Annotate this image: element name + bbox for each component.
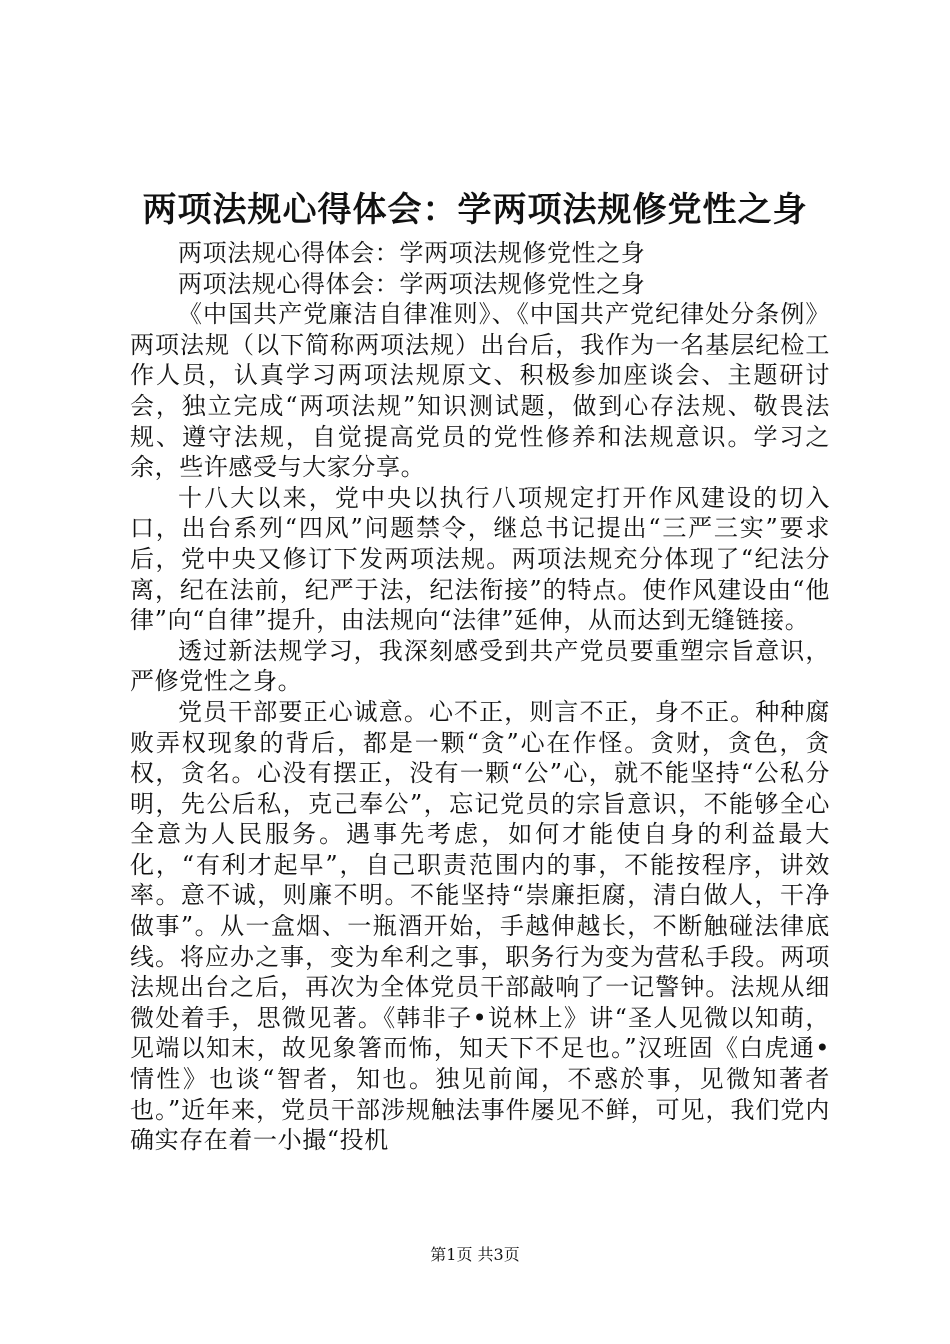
paragraph: 两项法规心得体会：学两项法规修党性之身 xyxy=(178,239,646,267)
paragraph: 两项法规心得体会：学两项法规修党性之身 xyxy=(178,269,646,298)
document-body xyxy=(130,238,830,1156)
paragraph: 十八大以来，党中央以执行八项规定打开作风建设的切入口，出台系列“四风”问题禁令，继总书记提出“三严三实”要求后，党中央又修订下发两项法规。两项法规充分体现了“纪法分离，纪在法前，纪严于法，纪法衔接”的特点。使作风建设由“他律”向“自律”提升，由法规向“法律”延伸，从而达到无缝链接。 xyxy=(130,483,830,635)
page-footer: 第1页 共3页 xyxy=(430,1245,520,1264)
paragraph: 《中国共产党廉洁自律准则》、《中国共产党纪律处分条例》两项法规（以下简称两项法规）出台后，我作为一名基层纪检工作人员，认真学习两项法规原文、积极参加座谈会、主题研讨会，独立完成“两项法规”知识测试题，做到心存法规、敬畏法规、遵守法规，自觉提高党员的党性修养和法规意识。学习之余，些许感受与大家分享。 xyxy=(130,300,830,482)
document-title: 两项法规心得体会：学两项法规修党性之身 xyxy=(142,190,808,230)
paragraph: 透过新法规学习，我深刻感受到共产党员要重塑宗旨意识，严修党性之身。 xyxy=(130,636,830,696)
paragraph: 党员干部要正心诚意。心不正，则言不正，身不正。种种腐败弄权现象的背后，都是一颗“贪”心在作怪。贪财，贪色，贪权，贪名。心没有摆正，没有一颗“公”心，就不能坚持“公私分明，先公后私，克己奉公”，忘记党员的宗旨意识，不能够全心全意为人民服务。遇事先考虑，如何才能使自身的利益最大化，“有利才起早”，自己职责范围内的事，不能按程序，讲效率。意不诚，则廉不明。不能坚持“崇廉拒腐，清白做人，干净做事”。从一盒烟、一瓶酒开始，手越伸越长，不断触碰法律底线。将应办之事，变为牟利之事，职务行为变为营私手段。两项法规出台之后，再次为全体党员干部敲响了一记警钟。法规从细微处着手，思微见著。《韩非子•说林上》讲“圣人见微以知萌，见端以知末，故见象箸而怖，知天下不足也。”汉班固《白虎通•情性》也谈“智者，知也。独见前闻，不惑於事，见微知著者也。”近年来，党员干部涉规触法事件屡见不鲜，可见，我们党内确实存在着一小撮“投机 xyxy=(130,697,830,1155)
